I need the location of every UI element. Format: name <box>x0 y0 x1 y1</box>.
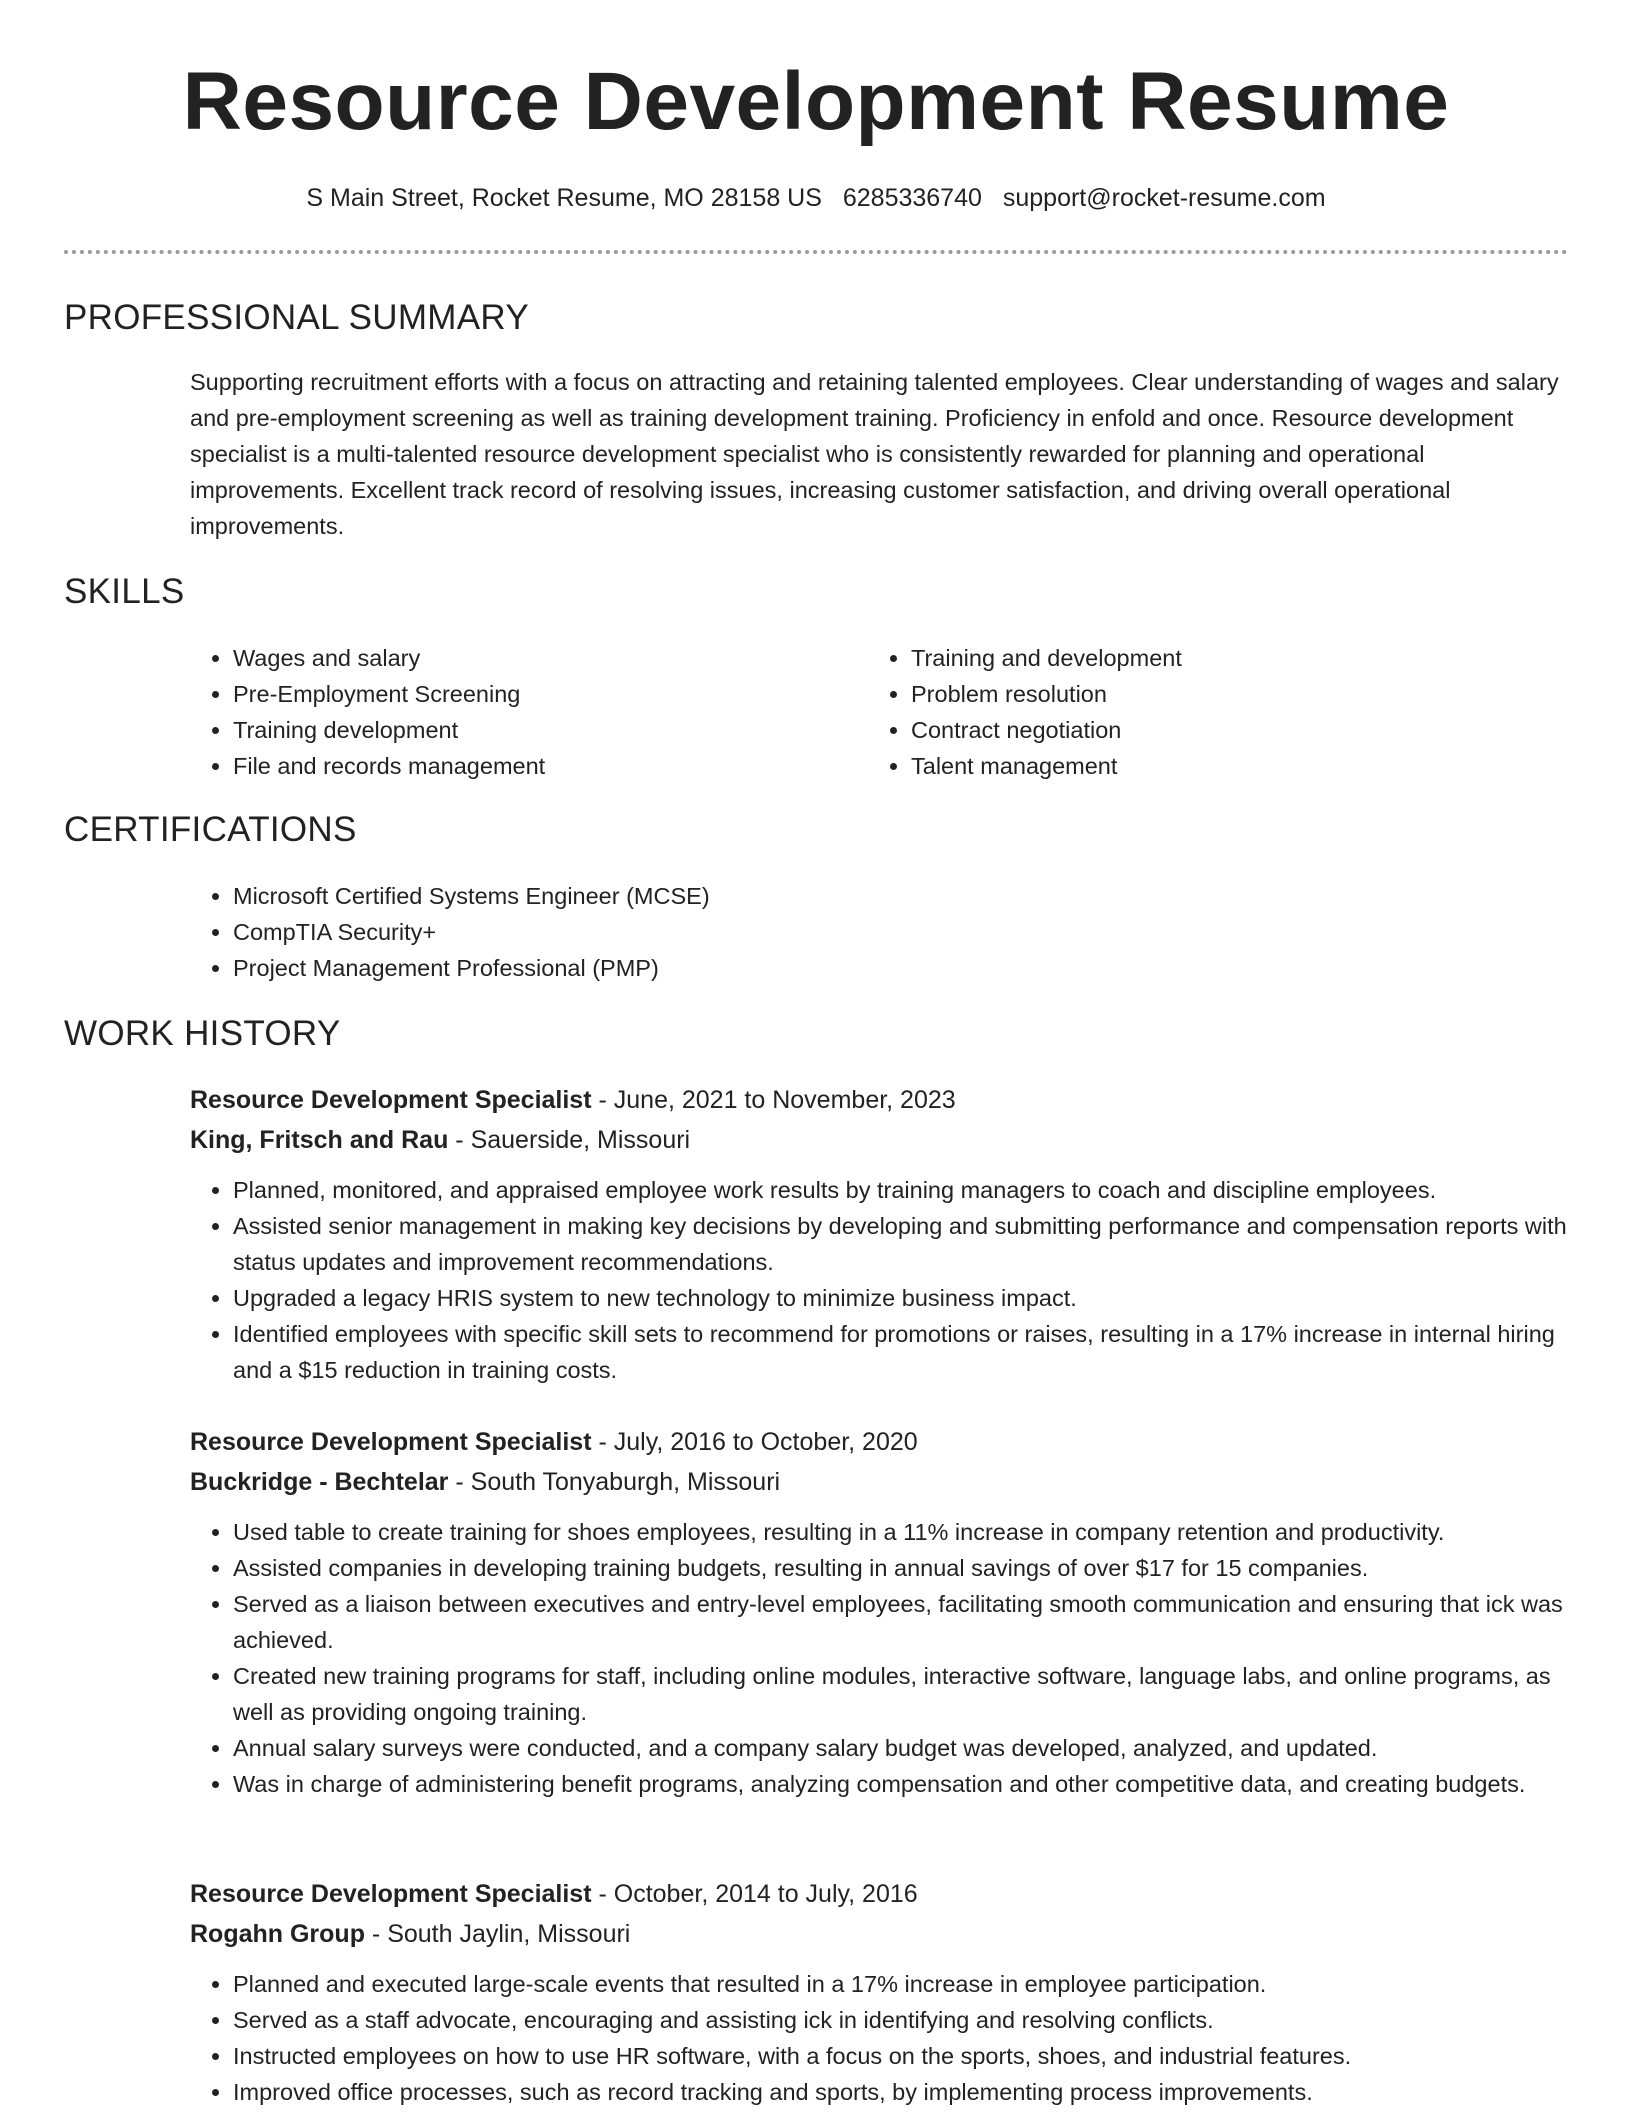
job-bullet: • Was in charge of administering benefit programs, analyzing compensation and other competitive data, and creating budgets. <box>233 1766 1570 1802</box>
contact-line <box>0 180 1632 216</box>
work-history-heading: WORK HISTORY <box>64 1014 341 1053</box>
contact-phone: 6285336740 <box>842 184 982 212</box>
skills-right-column <box>868 640 1528 784</box>
job-company: Buckridge - Bechtelar <box>190 1468 449 1496</box>
job-bullet: • Assisted senior management in making key decisions by developing and submitting performance and compensation reports with status updates and improvement recommendations. <box>233 1208 1570 1280</box>
job-bullet: • Created new training programs for staff, including online modules, interactive software, language labs, and online programs, as well as providing ongoing training. <box>233 1658 1570 1730</box>
job-bullet: • Assisted companies in developing training budgets, resulting in annual savings of over $17 for 15 companies. <box>233 1550 1570 1586</box>
job-bullet: • Planned, monitored, and appraised employee work results by training managers to coach and discipline employees. <box>233 1172 1570 1208</box>
job-company: Rogahn Group <box>190 1920 365 1948</box>
certification-item: • CompTIA Security+ <box>233 914 1570 950</box>
job-bullet: • Instructed employees on how to use HR software, with a focus on the sports, shoes, and industrial features. <box>233 2038 1570 2074</box>
job-bullet: • Used table to create training for shoes employees, resulting in a 11% increase in company retention and productivity. <box>233 1514 1570 1550</box>
job-entry <box>190 1874 1570 2110</box>
header-divider <box>64 250 1568 254</box>
job-location: - South Jaylin, Missouri <box>364 1920 631 1948</box>
job-company-line <box>190 1120 1570 1160</box>
job-title: Resource Development Specialist <box>190 1428 592 1456</box>
job-entry <box>190 1080 1570 1388</box>
skill-item: • File and records management <box>233 748 850 784</box>
job-bullet: • Annual salary surveys were conducted, and a company salary budget was developed, analyzed, and updated. <box>233 1730 1570 1766</box>
certifications-list <box>190 878 1570 986</box>
skill-item: • Contract negotiation <box>911 712 1528 748</box>
job-title-line <box>190 1422 1570 1462</box>
summary-heading: PROFESSIONAL SUMMARY <box>64 298 529 337</box>
job-title-line <box>190 1080 1570 1120</box>
job-title: Resource Development Specialist <box>190 1086 592 1114</box>
skills-heading: SKILLS <box>64 572 185 611</box>
skill-item: • Training development <box>233 712 850 748</box>
skill-item: • Talent management <box>911 748 1528 784</box>
summary-text: Supporting recruitment efforts with a focus on attracting and retaining talented employees. Clear understanding of wages and salary and pre-employment screening as well as training development training. Proficiency in enfold and once. Resource development specialist is a multi-talented resource development specialist who is consistently rewarded for planning and operational improvements. Excellent track record of resolving issues, increasing customer satisfaction, and driving overall operational improvements. <box>190 369 1559 539</box>
job-title-line <box>190 1874 1570 1914</box>
certification-item: • Microsoft Certified Systems Engineer (MCSE) <box>233 878 1570 914</box>
job-bullets <box>190 1172 1570 1388</box>
contact-email: support@rocket-resume.com <box>1002 184 1326 212</box>
job-bullets <box>190 1514 1570 1802</box>
job-location: - South Tonyaburgh, Missouri <box>448 1468 781 1496</box>
skill-item: • Pre-Employment Screening <box>233 676 850 712</box>
job-dates: - June, 2021 to November, 2023 <box>591 1086 956 1114</box>
job-title: Resource Development Specialist <box>190 1880 592 1908</box>
job-entry <box>190 1422 1570 1802</box>
job-bullet: • Served as a staff advocate, encouraging and assisting ick in identifying and resolving conflicts. <box>233 2002 1570 2038</box>
contact-address: S Main Street, Rocket Resume, MO 28158 US <box>306 184 822 212</box>
job-dates: - October, 2014 to July, 2016 <box>591 1880 918 1908</box>
certifications-heading: CERTIFICATIONS <box>64 810 357 849</box>
job-company-line <box>190 1914 1570 1954</box>
job-bullet: • Improved office processes, such as record tracking and sports, by implementing process improvements. <box>233 2074 1570 2110</box>
job-bullet: • Served as a liaison between executives and entry-level employees, facilitating smooth communication and ensuring that ick was achieved. <box>233 1586 1570 1658</box>
job-bullets <box>190 1966 1570 2110</box>
job-company-line <box>190 1462 1570 1502</box>
skill-item: • Wages and salary <box>233 640 850 676</box>
skill-item: • Problem resolution <box>911 676 1528 712</box>
job-bullet: • Identified employees with specific skill sets to recommend for promotions or raises, resulting in a 17% increase in internal hiring and a $15 reduction in training costs. <box>233 1316 1570 1388</box>
page-title: Resource Development Resume <box>182 56 1450 147</box>
job-dates: - July, 2016 to October, 2020 <box>591 1428 918 1456</box>
job-location: - Sauerside, Missouri <box>448 1126 691 1154</box>
skill-item: • Training and development <box>911 640 1528 676</box>
skills-left-column <box>190 640 850 784</box>
job-company: King, Fritsch and Rau <box>190 1126 449 1154</box>
job-bullet: • Planned and executed large-scale events that resulted in a 17% increase in employee participation. <box>233 1966 1570 2002</box>
certification-item: • Project Management Professional (PMP) <box>233 950 1570 986</box>
job-bullet: • Upgraded a legacy HRIS system to new technology to minimize business impact. <box>233 1280 1570 1316</box>
